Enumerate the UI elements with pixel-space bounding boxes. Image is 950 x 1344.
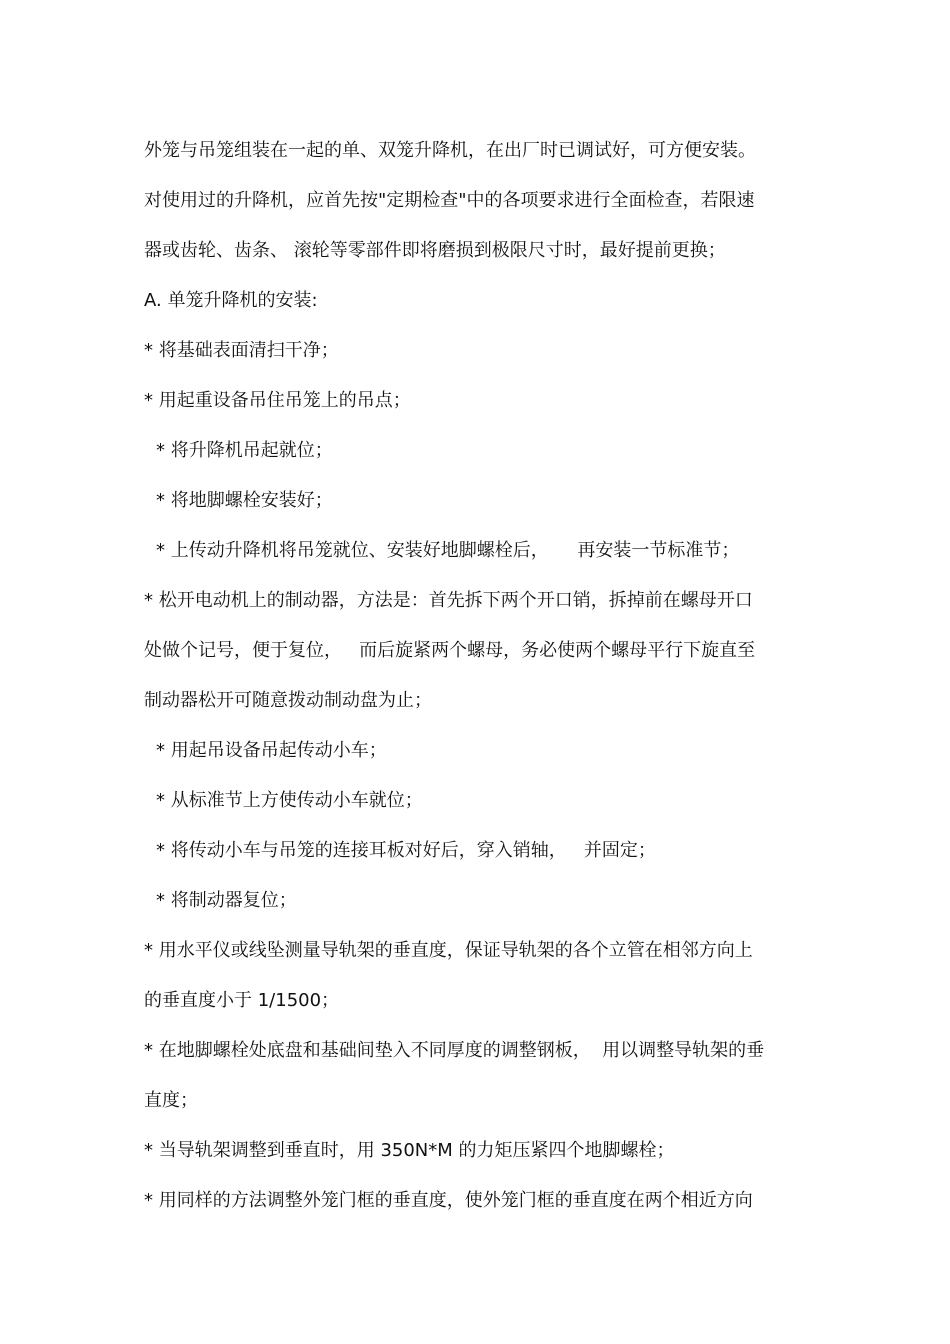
bullet-item: * 从标准节上方使传动小车就位；: [156, 790, 423, 811]
section-heading: A. 单笼升降机的安装:: [144, 290, 318, 311]
bullet-item: * 将传动小车与吊笼的连接耳板对好后，穿入销轴， 并固定；: [156, 840, 656, 861]
bullet-item: * 用起吊设备吊起传动小车；: [156, 740, 387, 761]
paragraph-line: 处做个记号，便于复位， 而后旋紧两个螺母，务必使两个螺母平行下旋直至: [144, 640, 756, 661]
paragraph-line: 制动器松开可随意拨动制动盘为止；: [144, 690, 432, 711]
bullet-item: * 当导轨架调整到垂直时，用 350N*M 的力矩压紧四个地脚螺栓；: [144, 1140, 675, 1161]
bullet-item: * 将升降机吊起就位；: [156, 440, 333, 461]
bullet-item: * 将制动器复位；: [156, 890, 297, 911]
paragraph-line: 器或齿轮、齿条、 滚轮等零部件即将磨损到极限尺寸时，最好提前更换；: [144, 240, 726, 261]
bullet-item: * 上传动升降机将吊笼就位、安装好地脚螺栓后， 再安装一节标准节；: [156, 540, 740, 561]
bullet-item: * 在地脚螺栓处底盘和基础间垫入不同厚度的调整钢板， 用以调整导轨架的垂: [144, 1040, 765, 1061]
document-body: [144, 134, 824, 1234]
bullet-item: * 用起重设备吊住吊笼上的吊点；: [144, 390, 411, 411]
bullet-item: * 用同样的方法调整外笼门框的垂直度，使外笼门框的垂直度在两个相近方向: [144, 1190, 753, 1211]
paragraph-line: 直度；: [144, 1090, 198, 1111]
paragraph-line: 对使用过的升降机，应首先按"定期检查"中的各项要求进行全面检查，若限速: [144, 190, 755, 211]
bullet-item: * 用水平仪或线坠测量导轨架的垂直度，保证导轨架的各个立管在相邻方向上: [144, 940, 753, 961]
bullet-item: * 将基础表面清扫干净；: [144, 340, 339, 361]
bullet-item: * 将地脚螺栓安装好；: [156, 490, 333, 511]
paragraph-line: 的垂直度小于 1/1500；: [144, 990, 340, 1011]
bullet-item: * 松开电动机上的制动器，方法是：首先拆下两个开口销，拆掉前在螺母开口: [144, 590, 753, 611]
paragraph-line: 外笼与吊笼组装在一起的单、双笼升降机，在出厂时已调试好，可方便安装。: [144, 140, 756, 161]
